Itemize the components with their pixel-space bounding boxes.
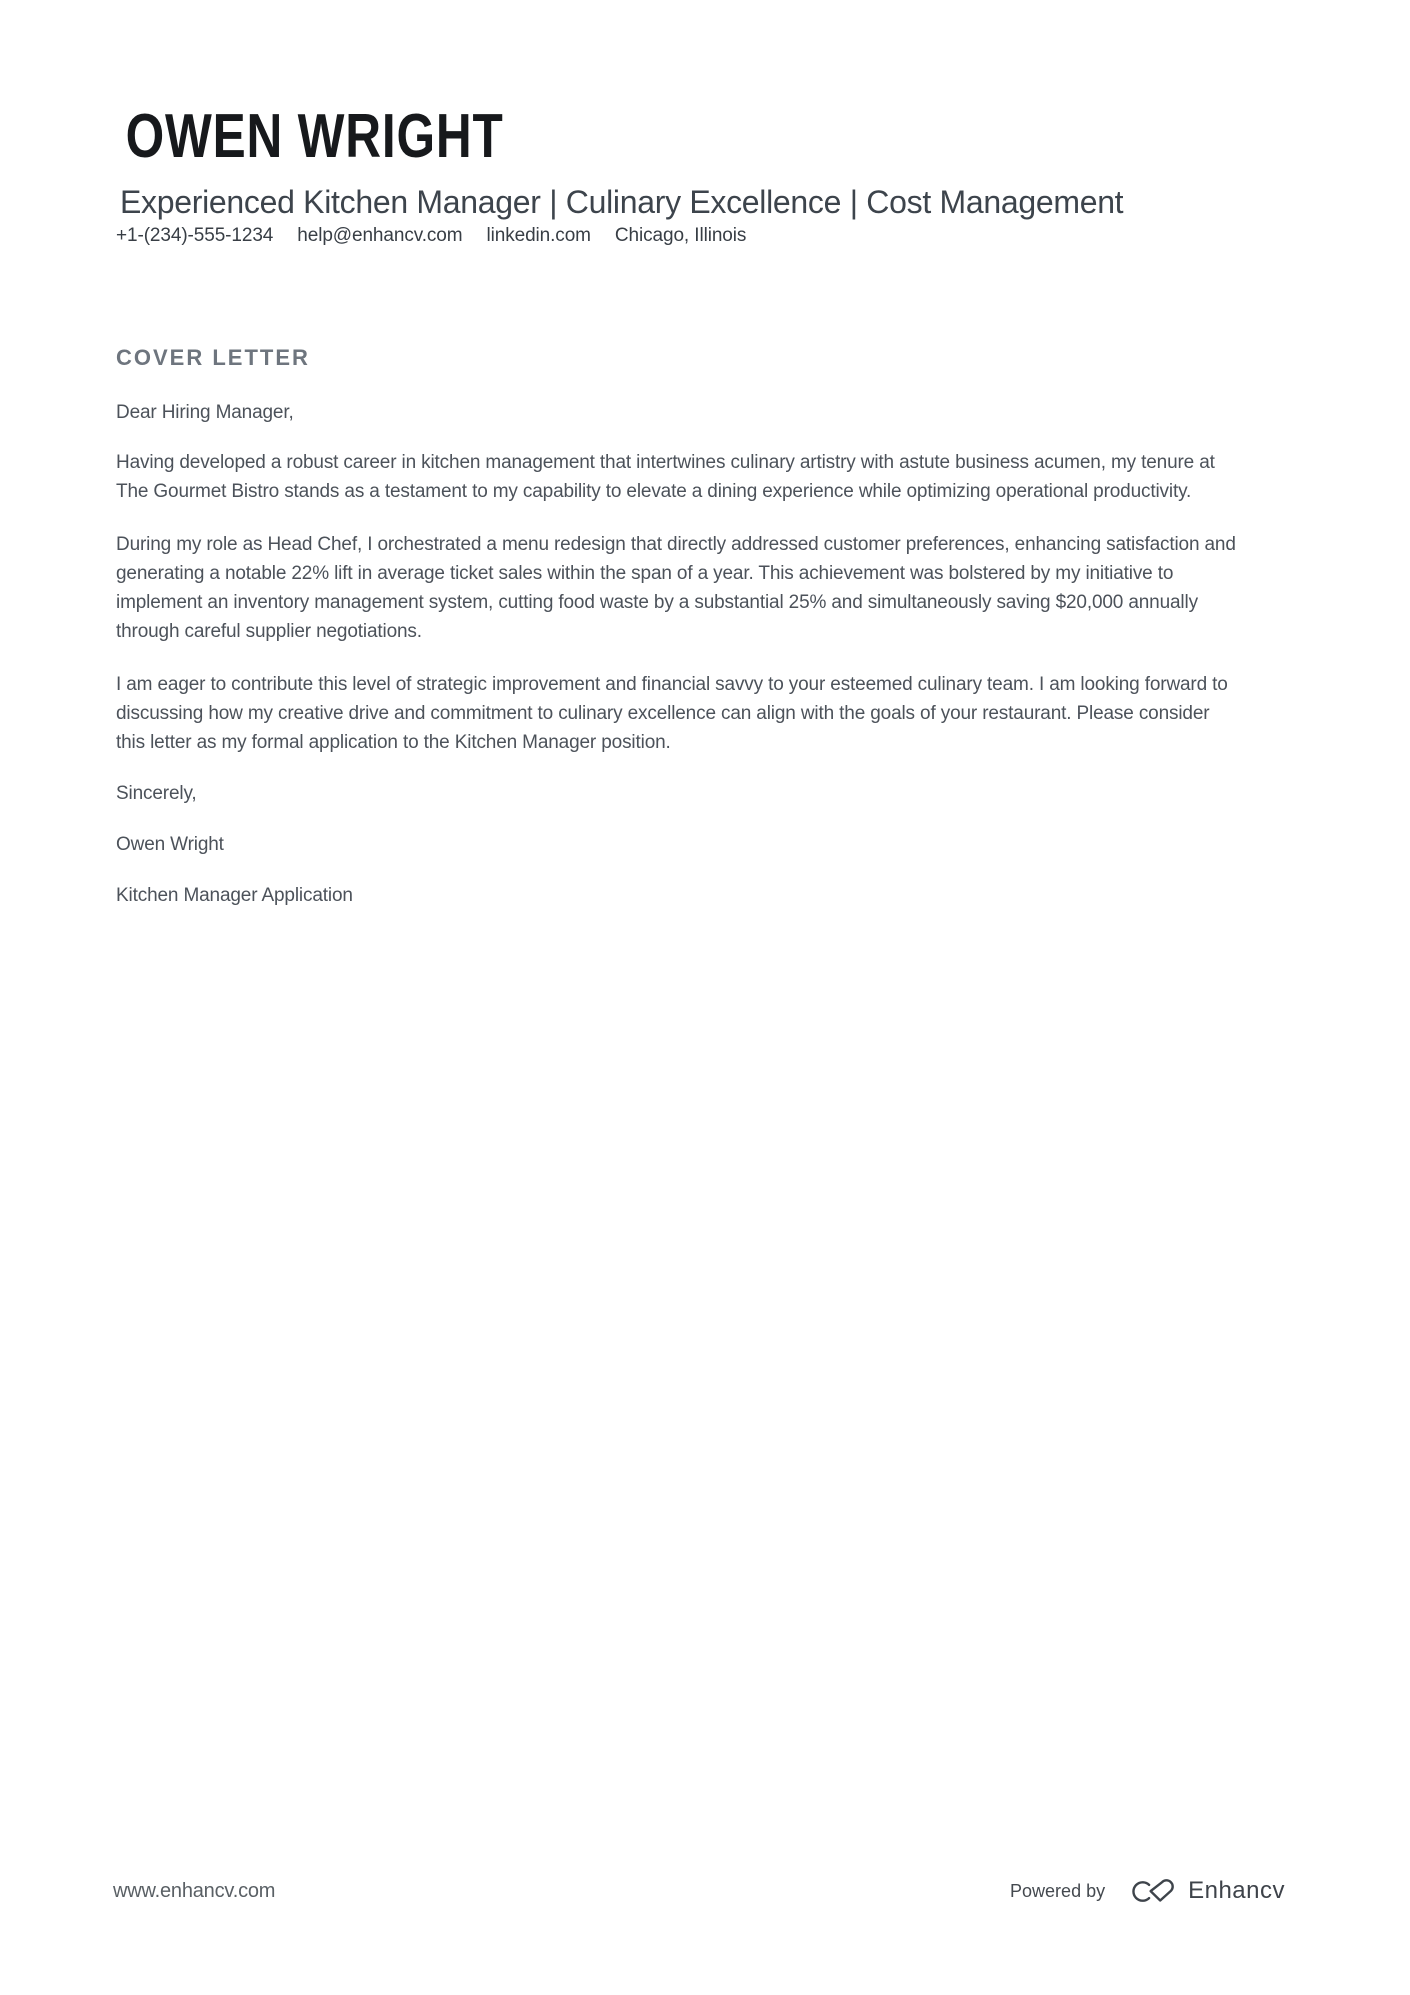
letter-paragraph-2: During my role as Head Chef, I orchestrated a menu redesign that directly addressed customer preferences, enhancing satisfaction and generating a notable 22% lift in average ticket sales within the span of a year. This achievement was bolstered by my initiative to implement an inventory management system, cutting food waste by a substantial 25% and simultaneously saving $20,000 annually through careful supplier negotiations. [116,534,1236,642]
enhancv-logo-icon [1127,1876,1175,1907]
footer-website: www.enhancv.com [113,1879,276,1902]
document-header [116,102,1280,248]
contact-row [116,224,1280,248]
cover-letter-body [116,344,1280,910]
powered-by [1010,1876,1285,1907]
contact-location: Chicago, Illinois [614,225,747,246]
letter-paragraph-1: Having developed a robust career in kitchen management that intertwines culinary artistry with astute business acumen, my tenure at The Gourmet Bistro stands as a testament to my capability to elevate a dining experience while optimizing operational productivity. [116,452,1215,502]
page-footer [113,1874,1285,1908]
section-heading: COVER LETTER [116,345,310,370]
contact-linkedin: linkedin.com [486,225,591,246]
applicant-headline: Experienced Kitchen Manager | Culinary Excellence | Cost Management [120,184,1124,220]
subject-line: Kitchen Manager Application [116,885,353,906]
salutation: Dear Hiring Manager, [116,402,294,423]
applicant-name: OWEN WRIGHT [125,102,504,171]
page-content [0,0,1410,910]
brand-name: Enhancv [1188,1877,1285,1904]
contact-phone: +1-(234)-555-1234 [116,225,274,246]
contact-email: help@enhancv.com [297,225,463,246]
signature-name: Owen Wright [116,834,224,855]
powered-by-label: Powered by [1010,1880,1106,1901]
letter-paragraph-3: I am eager to contribute this level of strategic improvement and financial savvy to your esteemed culinary team. I am looking forward to discussing how my creative drive and commitment to culinary excellence can align with the goals of your restaurant. Please consider this letter as my formal application to the Kitchen Manager position. [116,674,1228,753]
closing: Sincerely, [116,783,197,804]
